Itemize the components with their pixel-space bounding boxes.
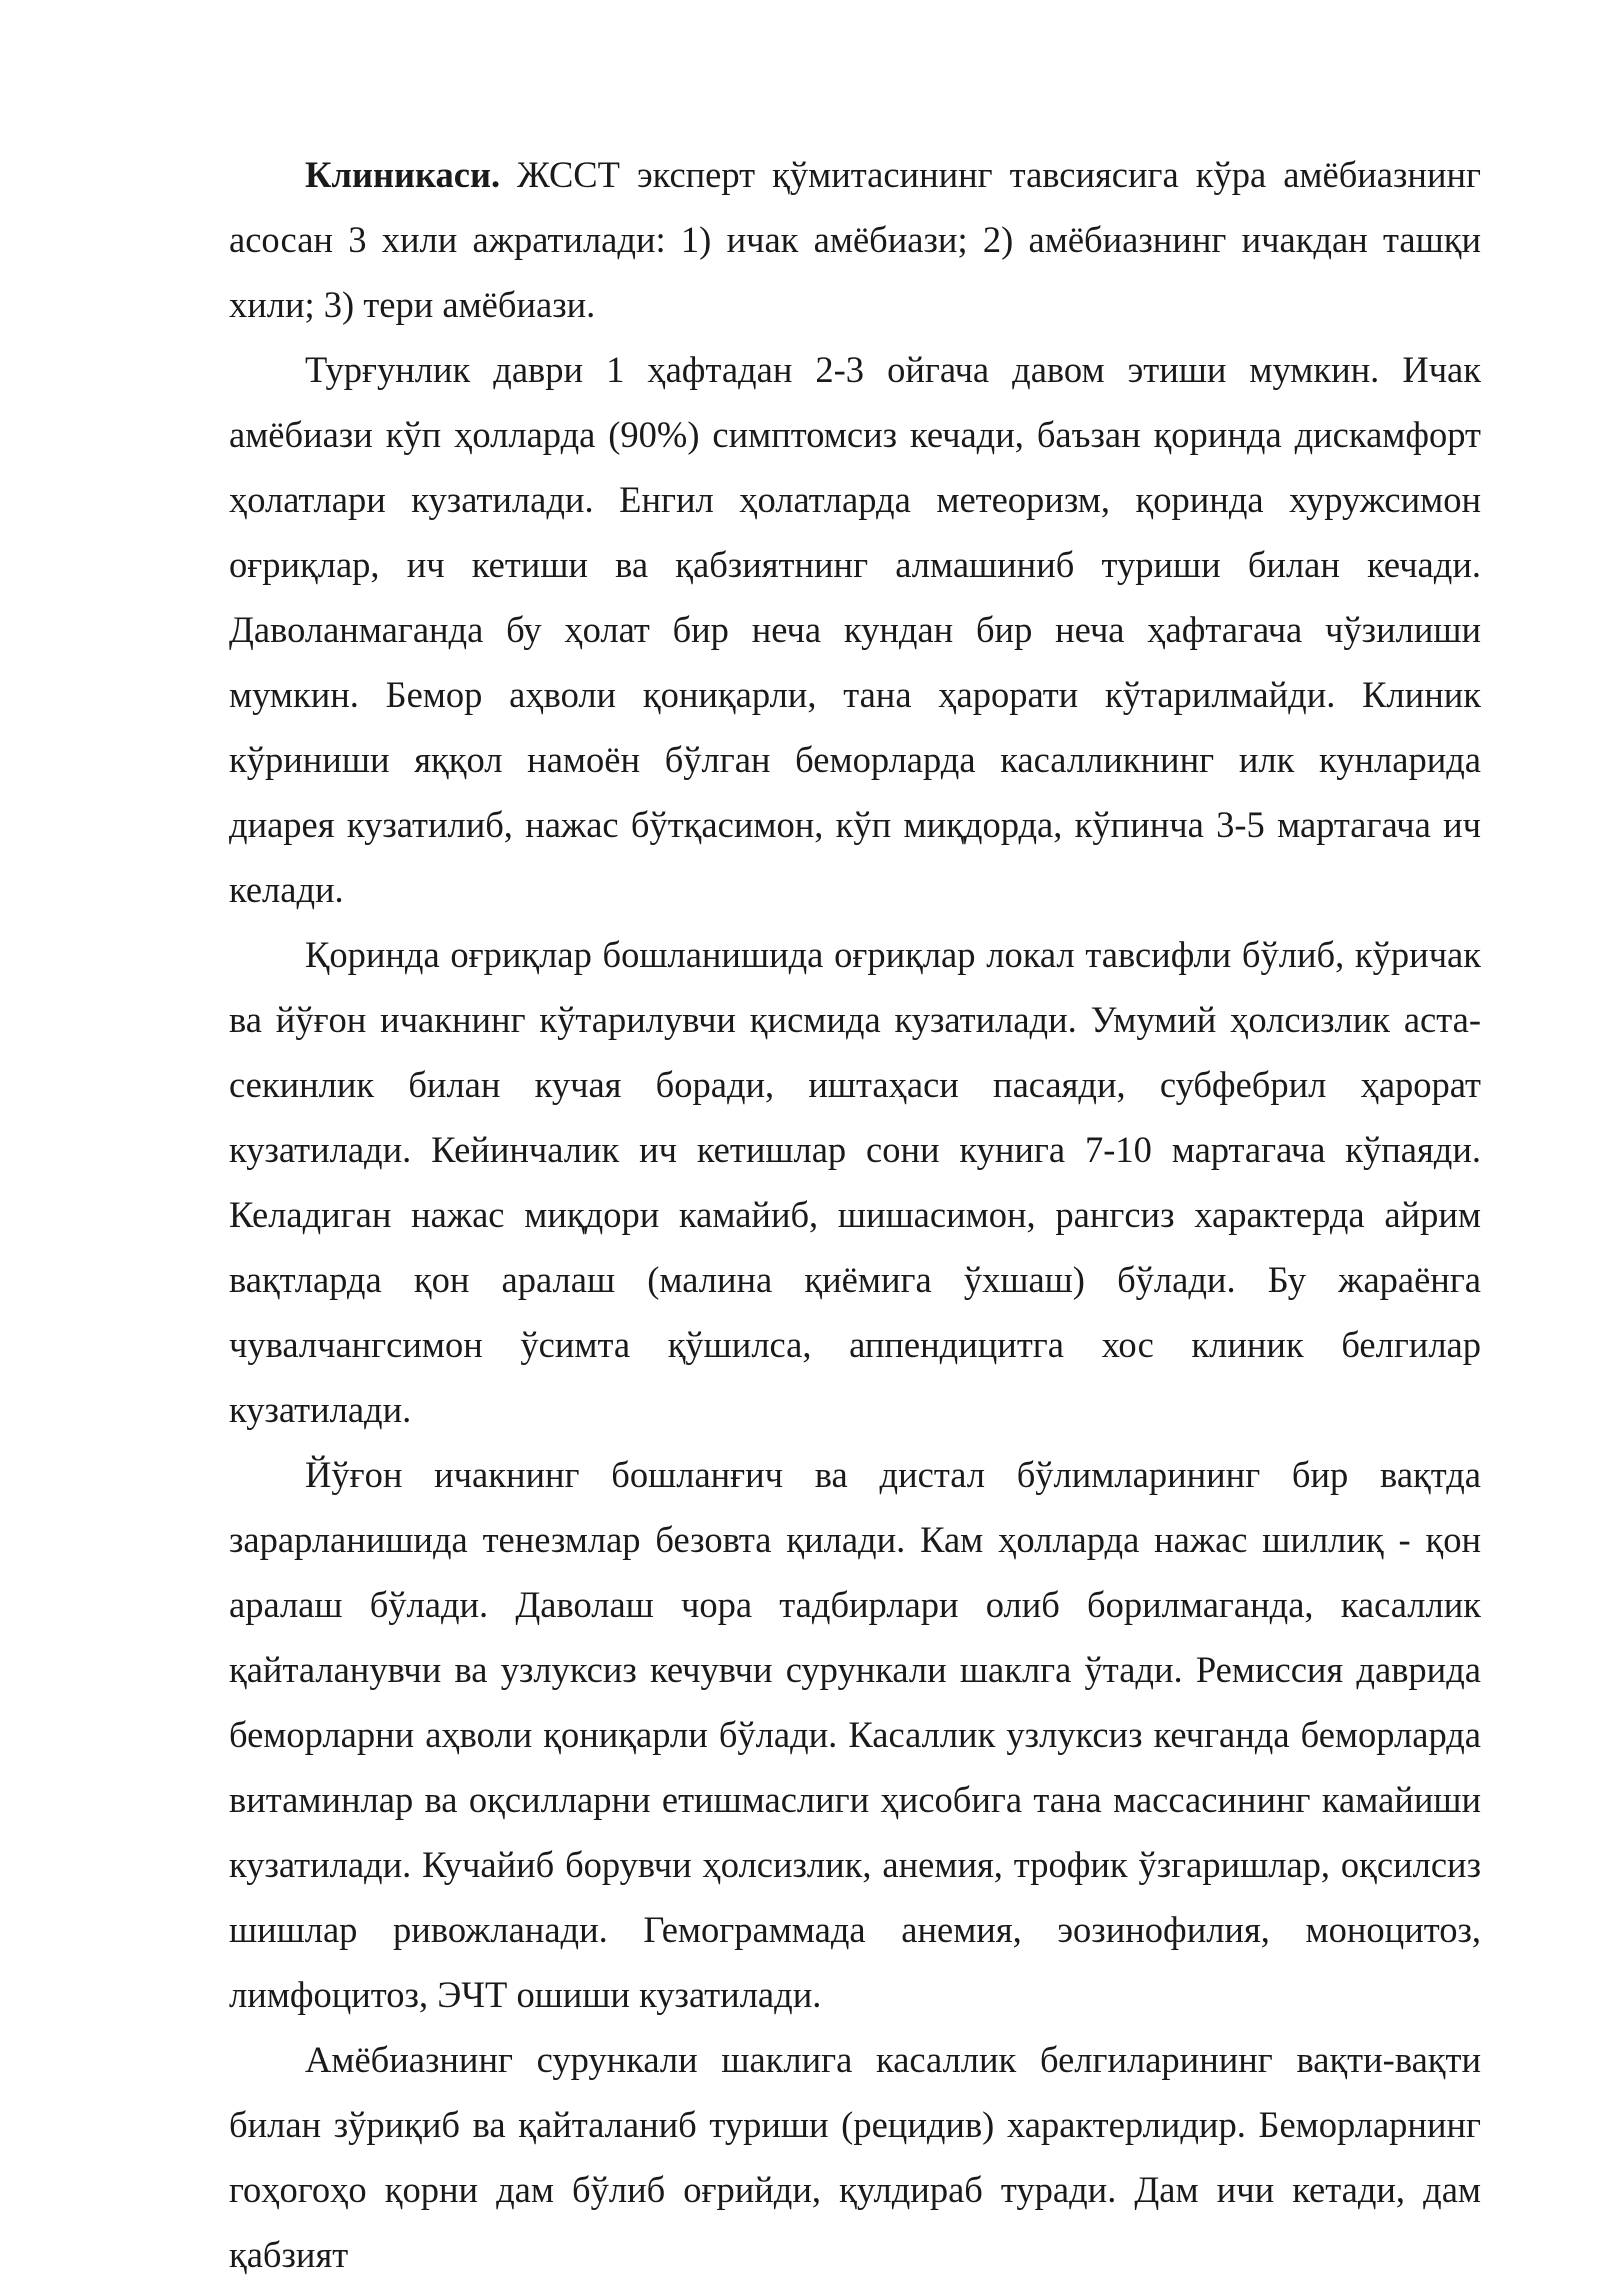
paragraph-incubation: [229, 337, 1481, 922]
paragraph-text: Турғунлик даври 1 ҳафтадан 2-3 ойгача давом этиши мумкин. Ичак амёбиази кўп ҳолларда (90%) симптомсиз кечади, баъзан қоринда дискамфорт ҳолатлари кузатилади. Енгил ҳолатларда метеоризм, қоринда хуружсимон оғриқлар, ич кетиши ва қабзиятнинг алмашиниб туриши билан кечади. Даволанмаганда бу ҳолат бир неча кундан бир неча ҳафтагача чўзилиши мумкин. Бемор аҳволи қониқарли, тана ҳарорати кўтарилмайди. Клиник кўриниши яққол намоён бўлган беморларда касалликнинг илк кунларида диарея кузатилиб, нажас бўтқасимон, кўп миқдорда, кўпинча 3-5 мартагача ич келади.: [229, 349, 1481, 910]
section-heading: Клиникаси.: [305, 154, 501, 195]
document-page: [229, 142, 1481, 2287]
paragraph-text: Амёбиазнинг сурункали шаклига касаллик белгиларининг вақти-вақти билан зўриқиб ва қайталаниб туриши (рецидив) характерлидир. Беморларнинг гоҳогоҳо қорни дам бўлиб оғрийди, қулдираб туради. Дам ичи кетади, дам қабзият: [229, 2039, 1481, 2275]
paragraph-text: ЖССТ эксперт қўмитасининг тавсиясига кўра амёбиазнинг асосан 3 хили ажратилади: 1) ичак амёбиази; 2) амёбиазнинг ичакдан ташқи хили; 3) тери амёбиази.: [229, 154, 1481, 325]
paragraph-text: Йўғон ичакнинг бошланғич ва дистал бўлимларининг бир вақтда зарарланишида тенезмлар безовта қилади. Кам ҳолларда нажас шиллиқ - қон аралаш бўлади. Даволаш чора тадбирлари олиб борилмаганда, касаллик қайталанувчи ва узлуксиз кечувчи сурункали шаклга ўтади. Ремиссия даврида беморларни аҳволи қониқарли бўлади. Касаллик узлуксиз кечганда беморларда витаминлар ва оқсилларни етишмаслиги ҳисобига тана массасининг камайиши кузатилади. Кучайиб борувчи ҳолсизлик, анемия, трофик ўзгаришлар, оқсилсиз шишлар ривожланади. Гемограммада анемия, эозинофилия, моноцитоз, лимфоцитоз, ЭЧТ ошиши кузатилади.: [229, 1454, 1481, 2015]
paragraph-abdominal-pain: [229, 922, 1481, 1442]
paragraph-colon-lesion: [229, 1442, 1481, 2027]
paragraph-text: Қоринда оғриқлар бошланишида оғриқлар локал тавсифли бўлиб, кўричак ва йўғон ичакнинг кўтарилувчи қисмида кузатилади. Умумий ҳолсизлик астасекинлик билан кучая боради, иштаҳаси пасаяди, субфебрил ҳарорат кузатилади. Кейинчалик ич кетишлар сони кунига 7-10 мартагача кўпаяди. Келадиган нажас миқдори камайиб, шишасимон, рангсиз характерда айрим вақтларда қон аралаш (малина қиёмига ўхшаш) бўлади. Бу жараёнга чувалчангсимон ўсимта қўшилса, аппендицитга хос клиник белгилар кузатилади.: [229, 934, 1481, 1430]
paragraph-clinical: [229, 142, 1481, 337]
paragraph-chronic-form: [229, 2027, 1481, 2287]
